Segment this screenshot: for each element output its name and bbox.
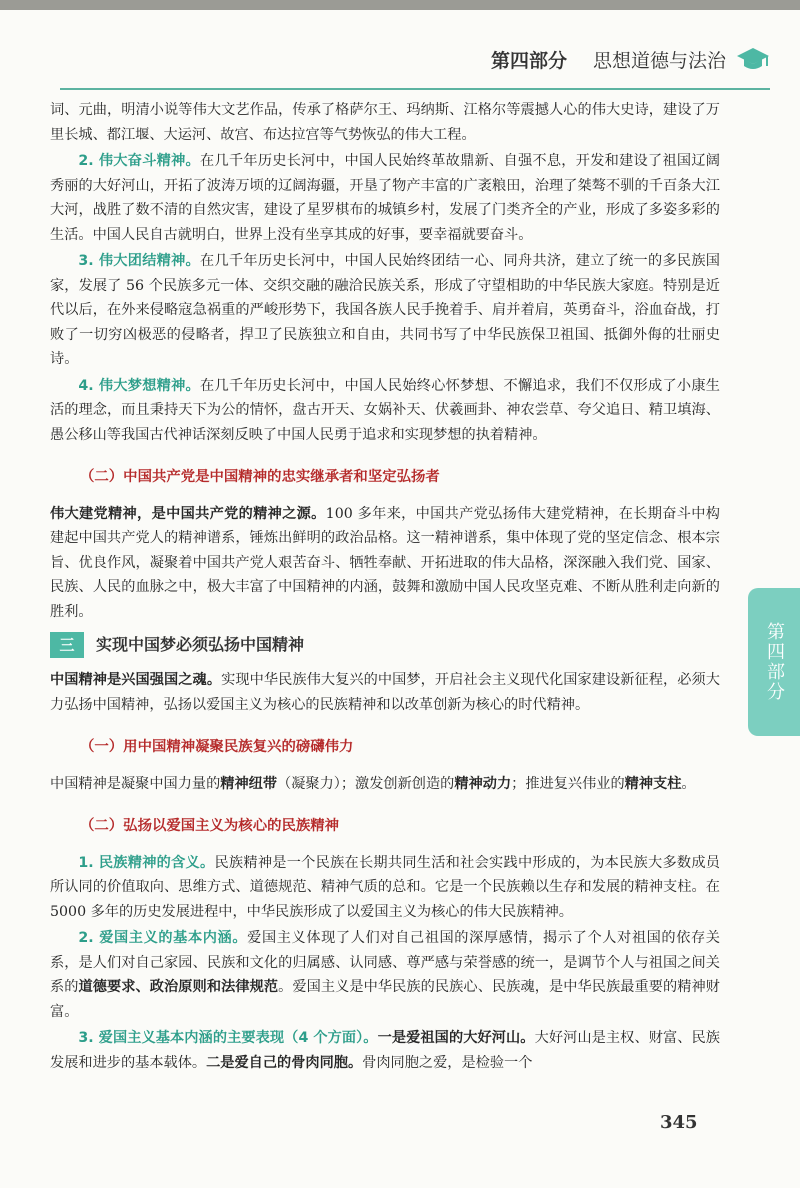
text-run: 。爱国主义是中华民族的民族心、民族魂，是中华民族最重要的精神财富。: [50, 979, 720, 1020]
paragraph-struggle-spirit: [50, 149, 720, 247]
paragraph-heading: 3. 伟大团结精神。: [78, 253, 201, 269]
bold-run: 精神纽带: [220, 775, 278, 792]
top-scan-border: [0, 0, 800, 10]
paragraph-text: 实现中华民族伟大复兴的中国梦，开启社会主义现代化国家建设新征程，必须大力弘扬中国精神，弘扬以爱国主义为核心的民族精神和以改革创新为核心的时代精神。: [50, 672, 720, 713]
subsection-heading-patriotism: （二）弘扬以爱国主义为核心的民族精神: [80, 817, 340, 834]
paragraph-dream-spirit: [50, 374, 720, 448]
paragraph-text: 100 多年来，中国共产党弘扬伟大建党精神，在长期奋斗中构建起中国共产党人的精神谱系，锤炼出鲜明的政治品格。这一精神谱系，集中体现了党的坚定信念、根本宗旨、优良作风，凝聚着中国共产党人艰苦奋斗、牺牲奉献、开拓进取的伟大品格，深深融入我们党、国家、民族、人民的血脉之中，极大丰富了中国精神的内涵，鼓舞和激励中国人民攻坚克难、不断从胜利走向新的胜利。: [50, 505, 720, 620]
text-run: （凝聚力）；激发创新创造的: [277, 775, 455, 792]
paragraph-text: 在几千年历史长河中，中国人民始终革故鼎新、自强不息，开发和建设了祖国辽阔秀丽的大好河山，开拓了波涛万顷的辽阔海疆，开垦了物产丰富的广袤粮田，治理了桀骜不驯的千百条大江大河，战胜了数不清的自然灾害，建设了星罗棋布的城镇乡村，发展了门类齐全的产业，形成了多姿多彩的生活。中国人民自古就明白，世界上没有坐享其成的好事，要幸福就要奋斗。: [50, 153, 720, 243]
paragraph-text: 在几千年历史长河中，中国人民始终团结一心、同舟共济，建立了统一的多民族国家，发展了 56 个民族多元一体、交织交融的融洽民族关系，形成了守望相助的中华民族大家庭。特别是近代以后，在外来侵略寇急祸重的严峻形势下，我国各族人民手挽着手、肩并着肩，英勇奋斗，浴血奋战，打败了一切穷凶极恶的侵略者，捍卫了民族独立和自由，共同书写了中华民族保卫祖国、抵御外侮的壮丽史诗。: [50, 253, 720, 367]
bold-run: 一是爱祖国的大好河山。: [377, 1030, 535, 1046]
bold-run: 道德要求、政治原则和法律规范: [78, 979, 279, 995]
section-title: 实现中国梦必须弘扬中国精神: [96, 634, 305, 654]
paragraph-patriotism-forms: [50, 1026, 720, 1075]
paragraph-heading: 2. 爱国主义的基本内涵。: [78, 930, 248, 946]
section-number-badge: 三: [50, 632, 84, 658]
header-divider: [60, 88, 770, 90]
paragraph-rally: [50, 772, 720, 797]
bold-run: 精神动力: [454, 775, 512, 792]
section-heading-3: [50, 632, 720, 658]
paragraph-heading: 4. 伟大梦想精神。: [78, 377, 201, 394]
paragraph-national-spirit: [50, 851, 720, 925]
text-run: 骨肉同胞之爱，是检验一个: [362, 1054, 533, 1071]
paragraph-text: 民族精神是一个民族在长期共同生活和社会实践中形成的，为本民族大多数成员所认同的价值取向、思维方式、道德规范、精神气质的总和。它是一个民族赖以生存和发展的精神支柱。在5000 多年的历史发展进程中，中华民族形成了以爱国主义为核心的伟大民族精神。: [50, 854, 720, 920]
text-run: 大好河山是主权、财富、民族发展和进步的基本载体。: [50, 1030, 720, 1071]
text-run: 。: [681, 775, 696, 792]
side-tab: [748, 588, 800, 736]
intro-paragraph: 词、元曲，明清小说等伟大文艺作品，传承了格萨尔王、玛纳斯、江格尔等震撼人心的伟大史诗，建设了万里长城、都江堰、大运河、故宫、布达拉宫等气势恢弘的伟大工程。: [50, 102, 720, 143]
text-run: 爱国主义体现了人们对自己祖国的深厚感情，揭示了个人对祖国的依存关系，是人们对自己家园、民族和文化的归属感、认同感、尊严感与荣誉感的统一，是调节个人与祖国之间关系的: [50, 930, 720, 995]
header-title: 思想道德与法治: [592, 49, 726, 72]
bold-run: 精神支柱: [624, 775, 682, 792]
paragraph-heading: 2. 伟大奋斗精神。: [78, 153, 201, 169]
paragraph-party-spirit: [50, 502, 720, 625]
graduation-cap-icon: [736, 45, 770, 73]
page-number: 345: [660, 1112, 698, 1133]
subsection-heading-rally: （一）用中国精神凝聚民族复兴的磅礴伟力: [80, 738, 354, 755]
lead-bold: 伟大建党精神，是中国共产党的精神之源。: [50, 505, 326, 522]
bold-run: 二是爱自己的骨肉同胞。: [206, 1054, 363, 1071]
lead-bold: 中国精神是兴国强国之魂。: [50, 672, 222, 688]
paragraph-unity-spirit: [50, 249, 720, 372]
paragraph-patriotism-meaning: [50, 926, 720, 1024]
page-header: [491, 42, 770, 76]
paragraph-heading: 3. 爱国主义基本内涵的主要表现（4 个方面）。: [78, 1030, 378, 1046]
paragraph-text: 在几千年历史长河中，中国人民始终心怀梦想、不懈追求，我们不仅形成了小康生活的理念，而且秉持天下为公的情怀，盘古开天、女娲补天、伏羲画卦、神农尝草、夸父追日、精卫填海、愚公移山等我国古代神话深刻反映了中国人民勇于追求和实现梦想的执着精神。: [50, 377, 720, 443]
side-tab-label: 第四部分: [764, 622, 785, 702]
main-content: [50, 98, 720, 1077]
text-run: ；推进复兴伟业的: [511, 775, 625, 792]
header-part: 第四部分: [490, 49, 567, 72]
paragraph-heading: 1. 民族精神的含义。: [78, 854, 215, 871]
text-run: 中国精神是凝聚中国力量的: [50, 775, 221, 792]
paragraph-section3-intro: [50, 668, 720, 717]
subsection-heading-party: （二）中国共产党是中国精神的忠实继承者和坚定弘扬者: [80, 468, 440, 485]
